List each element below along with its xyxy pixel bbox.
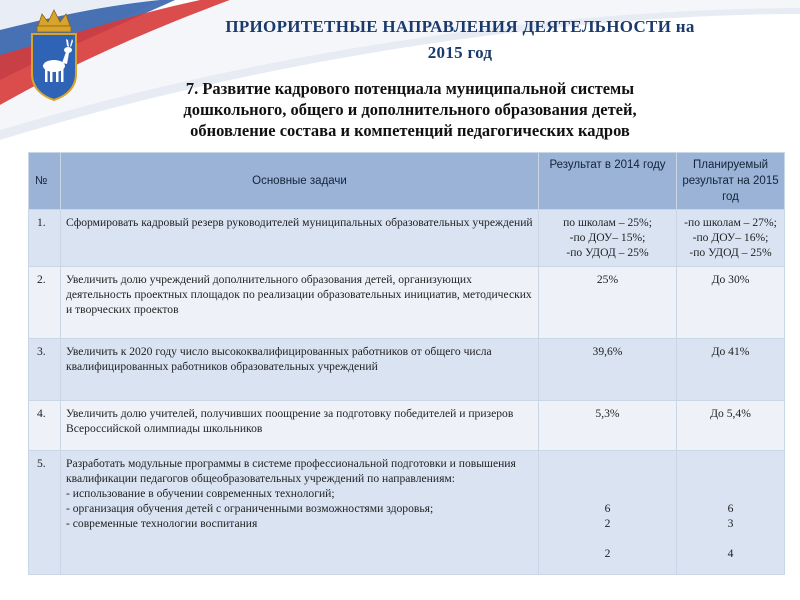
header-task: Основные задачи: [61, 153, 539, 210]
subtitle-line-1: 7. Развитие кадрового потенциала муниципальной системы: [185, 79, 635, 98]
row-num: 1.: [29, 210, 61, 267]
row-task: Увеличить долю учителей, получивших поощрение за подготовку победителей и призеров Всероссийской олимпиады школьников: [61, 401, 539, 451]
row-result-2014: 5,3%: [539, 401, 677, 451]
planned-2015-line: -по школам – 27%;: [684, 216, 777, 229]
planned-2015-line: 3: [727, 517, 734, 530]
result-2014-line: 2: [604, 547, 611, 560]
task-line: Разработать модульные программы в системе профессиональной подготовки и повышения квалификации педагогов общеобразовательных учреждений по направлениям:: [66, 457, 516, 485]
row-planned-2015: [677, 210, 785, 267]
result-2014-line: -по УДОД – 25%: [566, 246, 649, 259]
page-title: [120, 14, 800, 66]
coat-of-arms-emblem: [26, 8, 82, 102]
task-line: - использование в обучении современных технологий;: [66, 487, 335, 500]
planned-2015-line: 4: [727, 547, 734, 560]
table-row: [29, 210, 785, 267]
subtitle-line-3: обновление состава и компетенций педагогических кадров: [190, 121, 630, 140]
row-planned-2015: До 30%: [677, 267, 785, 339]
planned-2015-line: 6: [727, 502, 734, 515]
result-2014-line: по школам – 25%;: [563, 216, 652, 229]
table-row: [29, 339, 785, 401]
subtitle-line-2: дошкольного, общего и дополнительного образования детей,: [183, 100, 637, 119]
table-row: [29, 401, 785, 451]
planned-2015-line: -по УДОД – 25%: [689, 246, 772, 259]
row-num: 3.: [29, 339, 61, 401]
row-result-2014: [539, 451, 677, 575]
result-2014-line: 2: [604, 517, 611, 530]
row-task: Увеличить к 2020 году число высококвалифицированных работников от общего числа квалифицированных работников образовательных учреждений: [61, 339, 539, 401]
title-line-1: ПРИОРИТЕТНЫЕ НАПРАВЛЕНИЯ ДЕЯТЕЛЬНОСТИ на: [225, 17, 695, 36]
table-row: [29, 267, 785, 339]
row-task: Увеличить долю учреждений дополнительного образования детей, организующих деятельность проектных площадок по реализации образовательных инициатив, методических и творческих проектов: [61, 267, 539, 339]
table-header-row: [29, 153, 785, 210]
section-subtitle: [120, 78, 700, 141]
row-num: 2.: [29, 267, 61, 339]
header-planned-2015: Планируемый результат на 2015 год: [677, 153, 785, 210]
result-2014-line: -по ДОУ– 15%;: [569, 231, 646, 244]
row-task: [61, 451, 539, 575]
row-planned-2015: [677, 451, 785, 575]
row-num: 5.: [29, 451, 61, 575]
header-num: №: [29, 153, 61, 210]
row-planned-2015: До 41%: [677, 339, 785, 401]
tasks-table: [28, 152, 785, 575]
row-planned-2015: До 5,4%: [677, 401, 785, 451]
title-line-2: 2015 год: [427, 43, 493, 62]
row-result-2014: 39,6%: [539, 339, 677, 401]
row-result-2014: 25%: [539, 267, 677, 339]
table-row: [29, 451, 785, 575]
task-line: - современные технологии воспитания: [66, 517, 258, 530]
planned-2015-line: -по ДОУ– 16%;: [692, 231, 769, 244]
row-result-2014: [539, 210, 677, 267]
row-num: 4.: [29, 401, 61, 451]
task-line: - организация обучения детей с ограниченными возможностями здоровья;: [66, 502, 434, 515]
row-task: Сформировать кадровый резерв руководителей муниципальных образовательных учреждений: [61, 210, 539, 267]
header-result-2014: Результат в 2014 году: [539, 153, 677, 210]
result-2014-line: 6: [604, 502, 611, 515]
